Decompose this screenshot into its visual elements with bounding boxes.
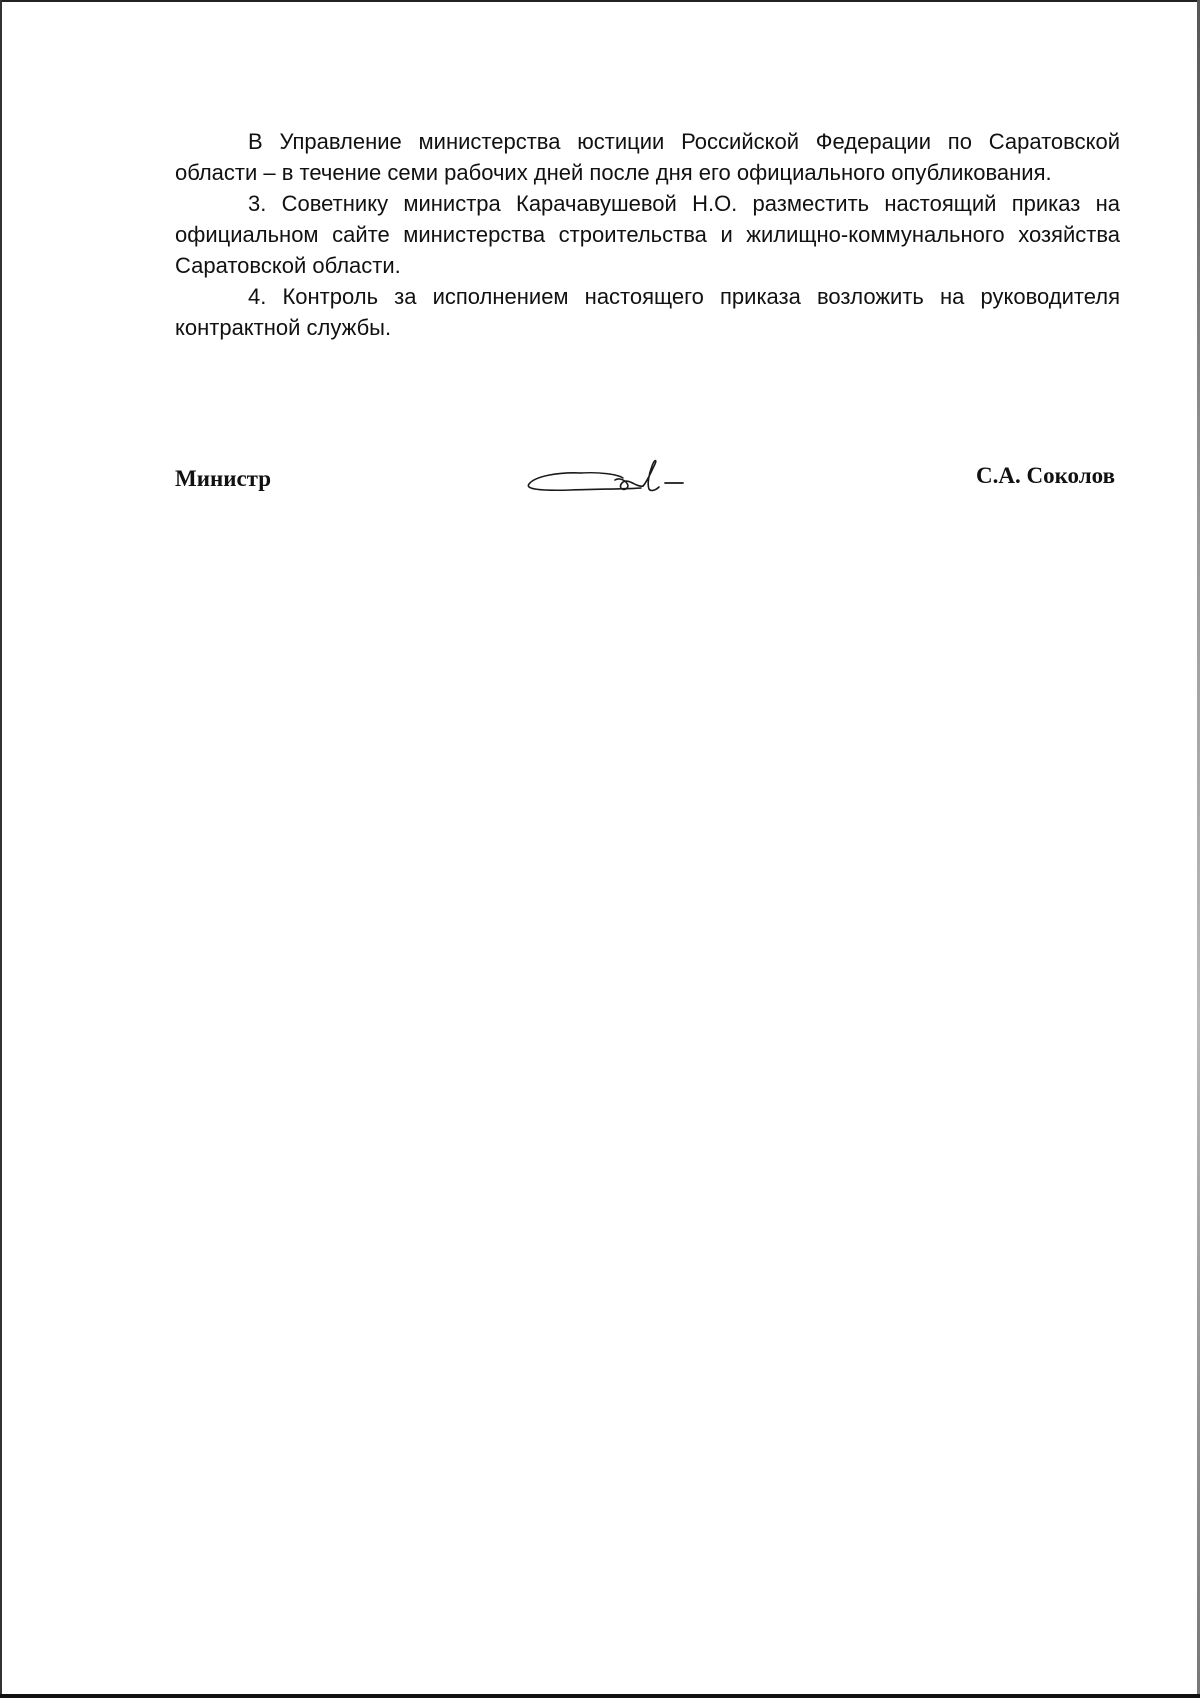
scan-border-bottom [0, 1694, 1200, 1698]
paragraph-justice-department: В Управление министерства юстиции Российской Федерации по Саратовской области – в течение семи рабочих дней после дня его официального опубликования. [175, 129, 1120, 185]
scan-border-left [0, 0, 2, 1698]
document-body [175, 126, 1120, 343]
scan-border-top [0, 0, 1200, 2]
paragraph-item-3: 3. Советнику министра Карачавушевой Н.О. разместить настоящий приказ на официальном сайте министерства строительства и жилищно-коммунального хозяйства Саратовской области. [175, 191, 1120, 278]
signature-block [175, 458, 1115, 508]
paragraph-item-4: 4. Контроль за исполнением настоящего приказа возложить на руководителя контрактной службы. [175, 284, 1120, 340]
handwritten-signature [519, 454, 699, 504]
signatory-position: Министр [175, 466, 272, 491]
signatory-name: С.А. Соколов [976, 463, 1115, 488]
